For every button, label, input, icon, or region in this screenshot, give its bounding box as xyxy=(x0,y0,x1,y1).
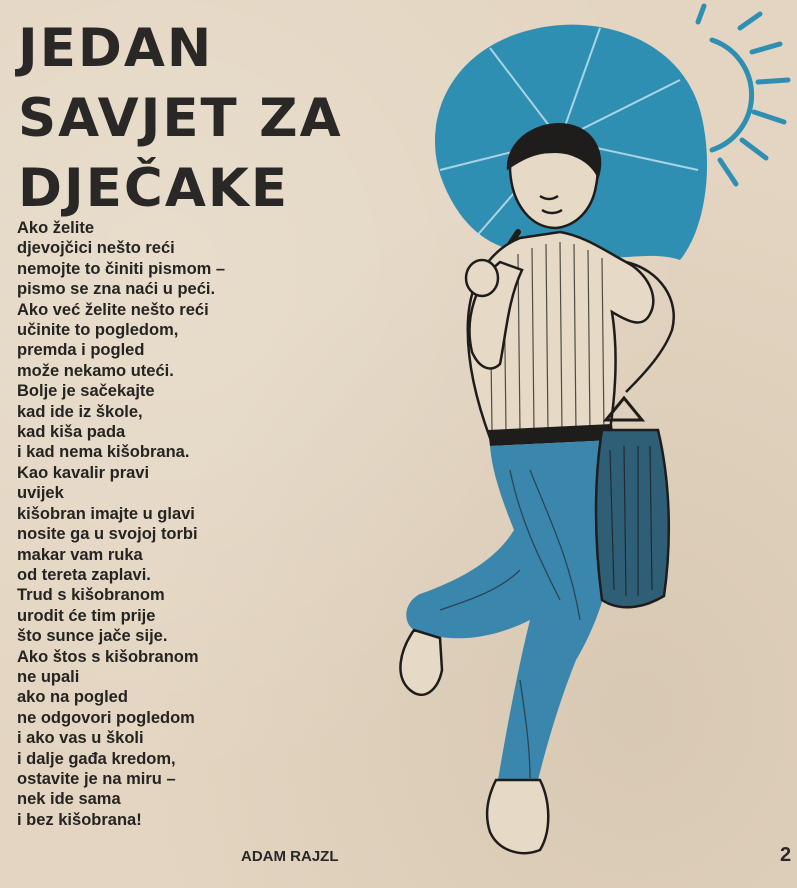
poem-line: ne upali xyxy=(17,667,80,686)
poem-line: kišobran imajte u glavi xyxy=(17,504,195,523)
boy-shirt xyxy=(466,232,674,438)
poem-line: što sunce jače sije. xyxy=(17,627,168,646)
page-number: 2 xyxy=(780,844,792,866)
poem-line: makar vam ruka xyxy=(17,545,143,564)
title-line-3: DJEČAKE xyxy=(18,158,290,219)
poem-line: Ako štos s kišobranom xyxy=(17,647,199,666)
poem-line: kad kiša pada xyxy=(17,423,126,442)
poem-line: od tereta zaplavi. xyxy=(17,565,151,584)
poem-line: može nekamo uteći. xyxy=(17,361,174,380)
poem-line: učinite to pogledom, xyxy=(17,321,179,340)
poem-line: nemojte to činiti pismom – xyxy=(17,259,226,278)
author-credit: ADAM RAJZL xyxy=(241,848,339,865)
title-line-1: JEDAN xyxy=(18,18,214,79)
poem-line: Bolje je sačekajte xyxy=(17,382,155,401)
page-title xyxy=(18,14,398,224)
poem-line: i kad nema kišobrana. xyxy=(17,443,190,462)
poem-line: premda i pogled xyxy=(17,341,145,360)
boy-with-umbrella-illustration xyxy=(380,0,797,888)
poem-line: djevojčici nešto reći xyxy=(17,239,175,258)
poem-line: kad ide iz škole, xyxy=(17,402,143,421)
poem-line: nek ide sama xyxy=(17,790,121,809)
poem-line: uvijek xyxy=(17,484,64,503)
school-bag xyxy=(596,398,669,607)
poem-line: ne odgovori pogledom xyxy=(17,708,195,727)
sun-icon xyxy=(698,6,788,184)
title-line-2: SAVJET ZA xyxy=(18,88,343,149)
poem-line: ostavite je na miru – xyxy=(17,769,176,788)
poem-line: Ako želite xyxy=(17,219,95,237)
poem-line: nosite ga u svojoj torbi xyxy=(17,525,198,544)
poem-line: ako na pogled xyxy=(17,688,128,707)
poem-line: pismo se zna naći u peći. xyxy=(17,280,216,299)
poem-line: urodit će tim prije xyxy=(17,606,156,625)
poem-line: i bez kišobrana! xyxy=(17,810,142,829)
poem-line: i ako vas u školi xyxy=(17,729,144,748)
poem-line: Kao kavalir pravi xyxy=(17,463,150,482)
boy-jeans xyxy=(406,440,618,780)
poem-line: Ako već želite nešto reći xyxy=(17,300,209,319)
poem-body xyxy=(17,218,287,830)
poem-line: i dalje gađa kredom, xyxy=(17,749,176,768)
poem-line: Trud s kišobranom xyxy=(17,586,165,605)
